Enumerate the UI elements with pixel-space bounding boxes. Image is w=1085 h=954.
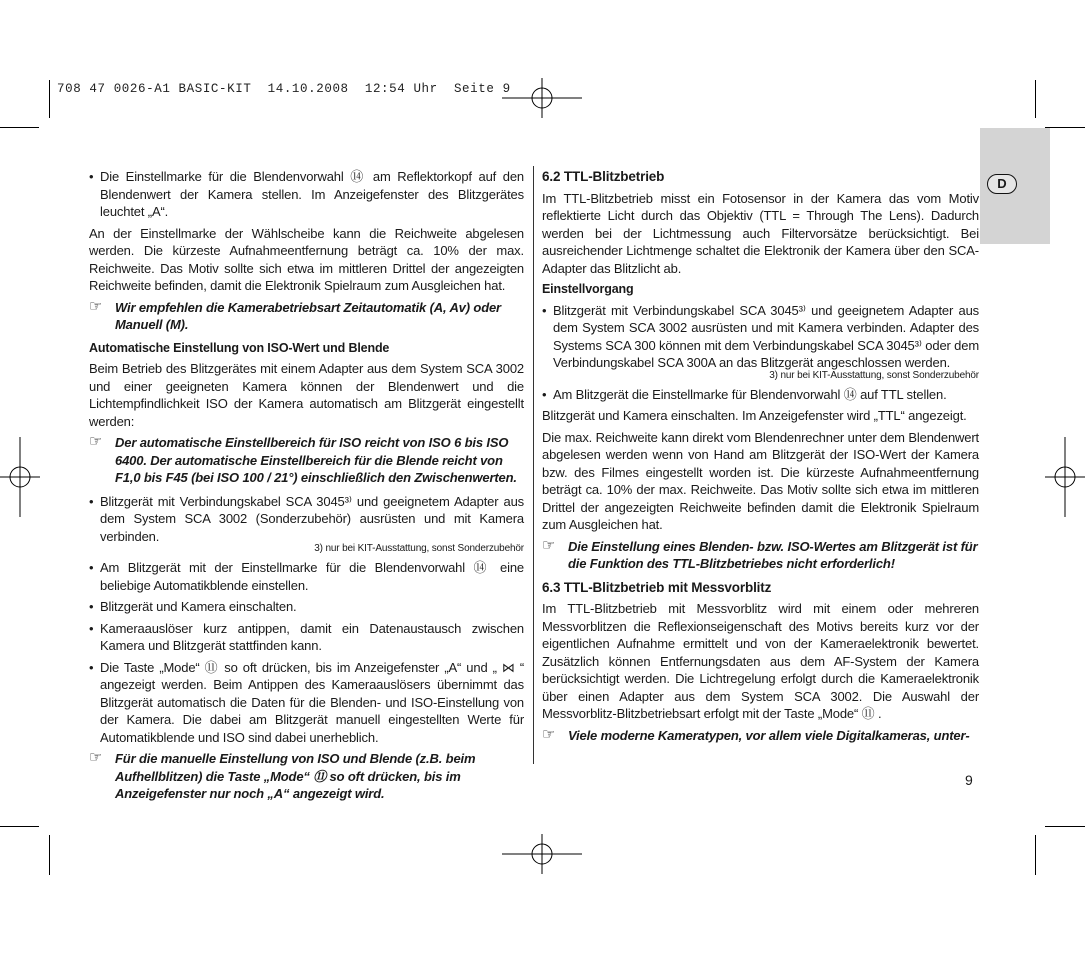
note-text: Für die manuelle Einstellung von ISO und Blende (z.B. beim Aufhellblitzen) die Taste „Mode“ ⑪ so oft drücken, bis im Anzeigefenster nur noch „A“ angezeigt wird. <box>115 751 476 801</box>
crop-mark-top-left-horizontal <box>0 127 39 128</box>
paragraph: Im TTL-Blitzbetrieb mit Messvorblitz wird mit einem oder mehreren Messvorblitzen die Reflexionseigenschaft des Motivs bereits kurz vor der eigentlichen Aufnahme ermittelt und von der Kameraelektronik bewertet. Zusätzlich können Entfernungsdaten aus dem AF-System der Kamera berücksichtigt werden. Die Lichtregelung erfolgt durch die Kameraelektronik über einen Adapter aus dem System SCA 3002. Die Auswahl der Messvorblitz-Blitzbetriebsart erfolgt mit der Taste „Mode“ ⑪ . <box>542 601 979 721</box>
right-column <box>542 168 979 750</box>
page-number: 9 <box>965 772 973 788</box>
list-item: • Kameraauslöser kurz antippen, damit ein Datenaustausch zwischen Kamera und Blitzgerät stattfinden kann. <box>89 620 524 655</box>
list-item: • Die Einstellmarke für die Blendenvorwahl ⑭ am Reflektorkopf auf den Blendenwert der Kamera stellen. Im Anzeigefenster des Blitzgerätes leuchtet „A“. <box>89 168 524 221</box>
section-subheading: Einstellvorgang <box>542 282 634 296</box>
paragraph: Beim Betrieb des Blitzgerätes mit einem Adapter aus dem System SCA 3002 und einer geeigneten Kamera können der Blendenwert und die Lichtempfindlichkeit ISO der Kamera automatisch am Blitzgerät eingestellt werden: <box>89 361 524 429</box>
crop-mark-top-right-horizontal <box>1045 127 1085 128</box>
note-text: Viele moderne Kameratypen, vor allem viele Digitalkameras, unter- <box>568 727 970 743</box>
crop-mark-bottom-left-vertical <box>49 835 50 875</box>
note <box>89 299 524 334</box>
pointing-hand-icon: ☞ <box>89 433 103 450</box>
pointing-hand-icon: ☞ <box>89 297 103 315</box>
paragraph: Blitzgerät und Kamera einschalten. Im Anzeigefenster wird „TTL“ angezeigt. <box>542 408 967 423</box>
note-text: Die Einstellung eines Blenden- bzw. ISO-Wertes am Blitzgerät ist für die Funktion des TTL-Blitzbetriebes nicht erforderlich! <box>568 538 978 571</box>
list-item: • Blitzgerät und Kamera einschalten. <box>89 598 524 616</box>
list-item: • Am Blitzgerät die Einstellmarke für Blendenvorwahl ⑭ auf TTL stellen. <box>542 386 979 404</box>
registration-mark-top <box>502 78 582 118</box>
list-item-text: Blitzgerät mit Verbindungskabel SCA 3045³⁾ und geeignetem Adapter aus dem System SCA 3002 ausrüsten und mit Kamera verbinden. Adapter des Systems SCA 300 können mit dem Verbindungskabel SCA 3045³⁾ oder dem Verbindungskabel SCA 300A an das Blitzgerät angeschlossen werden. <box>553 302 980 370</box>
left-column <box>89 168 524 809</box>
pointing-hand-icon: ☞ <box>542 536 556 554</box>
crop-mark-bottom-left-horizontal <box>0 826 39 827</box>
section-heading: 6.2 TTL-Blitzbetrieb <box>542 169 665 184</box>
column-divider <box>533 166 534 764</box>
language-badge: D <box>987 174 1017 194</box>
section-heading: 6.3 TTL-Blitzbetrieb mit Messvorblitz <box>542 579 772 595</box>
bullet-list <box>542 302 979 404</box>
paragraph: An der Einstellmarke der Wählscheibe kann die Reichweite abgelesen werden. Die kürzeste Aufnahmeentfernung beträgt ca. 10% der max. Reichweite. Das Motiv sollte sich etwa im mittleren Drittel der angezeigten Reichweite befinden, damit die Elektronik Spielraum zum Ausgleichen hat. <box>89 225 524 293</box>
crop-mark-top-right-vertical <box>1035 80 1036 118</box>
crop-mark-bottom-right-horizontal <box>1045 826 1085 827</box>
crop-mark-top-left-vertical <box>49 80 50 118</box>
note <box>542 538 979 573</box>
registration-mark-right <box>1045 437 1085 517</box>
list-item: • Die Taste „Mode“ ⑪ so oft drücken, bis im Anzeigefenster „A“ und „ ⋈ “ angezeigt werden. Beim Antippen des Kameraauslösers übernimmt das Blitzgerät automatisch die Daten für die Blenden- und ISO-Einstellung von der Kamera. Die dabei am Blitzgerät manuell eingestellten Werte für Automatikblende und ISO sind dabei unerheblich. <box>89 659 524 747</box>
footnote: 3) nur bei KIT-Ausstattung, sonst Sonderzubehör <box>314 543 524 554</box>
print-header: 708 47 0026-A1 BASIC-KIT 14.10.2008 12:54 Uhr Seite 9 <box>57 82 511 96</box>
note <box>89 750 524 803</box>
paragraph: Im TTL-Blitzbetrieb misst ein Fotosensor in der Kamera das vom Motiv reflektierte Licht durch das Objektiv (TTL = Through The Lens). Dadurch werden bei der Lichtmessung auch Filtervorsätze berücksichtigt. Bei ausreichender Lichtmenge schaltet die Elektronik der Kamera über den SCA-Adapter das Blitzlicht ab. <box>542 190 979 276</box>
registration-mark-bottom <box>502 834 582 874</box>
note-text: Der automatische Einstellbereich für ISO reicht von ISO 6 bis ISO 6400. Der automatische Einstellbereich für die Blende reicht von F1,0 bis F45 (bei ISO 100 / 21°) einschließlich den Zwischenwerten. <box>115 435 517 485</box>
note-text: Wir empfehlen die Kamerabetriebsart Zeitautomatik (A, Av) oder Manuell (M). <box>115 299 501 332</box>
footnote: 3) nur bei KIT-Ausstattung, sonst Sonderzubehör <box>769 369 979 381</box>
list-item: • Am Blitzgerät mit der Einstellmarke für die Blendenvorwahl ⑭ eine beliebige Automatikblende einstellen. <box>89 559 524 594</box>
note <box>89 434 524 487</box>
list-item <box>89 493 524 556</box>
note <box>542 727 979 745</box>
bullet-list <box>89 168 524 221</box>
crop-mark-bottom-right-vertical <box>1035 835 1036 875</box>
list-item-text: Blitzgerät mit Verbindungskabel SCA 3045³⁾ und geeignetem Adapter aus dem System SCA 3002 (Sonderzubehör) ausrüsten und mit Kamera verbinden. <box>100 493 524 544</box>
paragraph: Die max. Reichweite kann direkt vom Blendenrechner unter dem Blendenwert abgelesen werden wenn von Hand am Blitzgerät der ISO-Wert der Kamera bzw. des Filmes eingestellt worden ist. Die kürzeste Aufnahmeentfernung beträgt ca. 10% der max. Reichweite. Das Motiv sollte sich etwa im mittleren Drittel der angezeigten Reichweite befinden damit die Elektronik Spielraum zum Ausgleichen hat. <box>542 429 979 532</box>
list-item <box>542 302 979 382</box>
section-subheading: Automatische Einstellung von ISO-Wert und Blende <box>89 340 390 355</box>
pointing-hand-icon: ☞ <box>542 725 556 743</box>
language-tab <box>980 128 1050 244</box>
registration-mark-left <box>0 437 40 517</box>
pointing-hand-icon: ☞ <box>89 749 103 766</box>
bullet-list <box>89 493 524 747</box>
